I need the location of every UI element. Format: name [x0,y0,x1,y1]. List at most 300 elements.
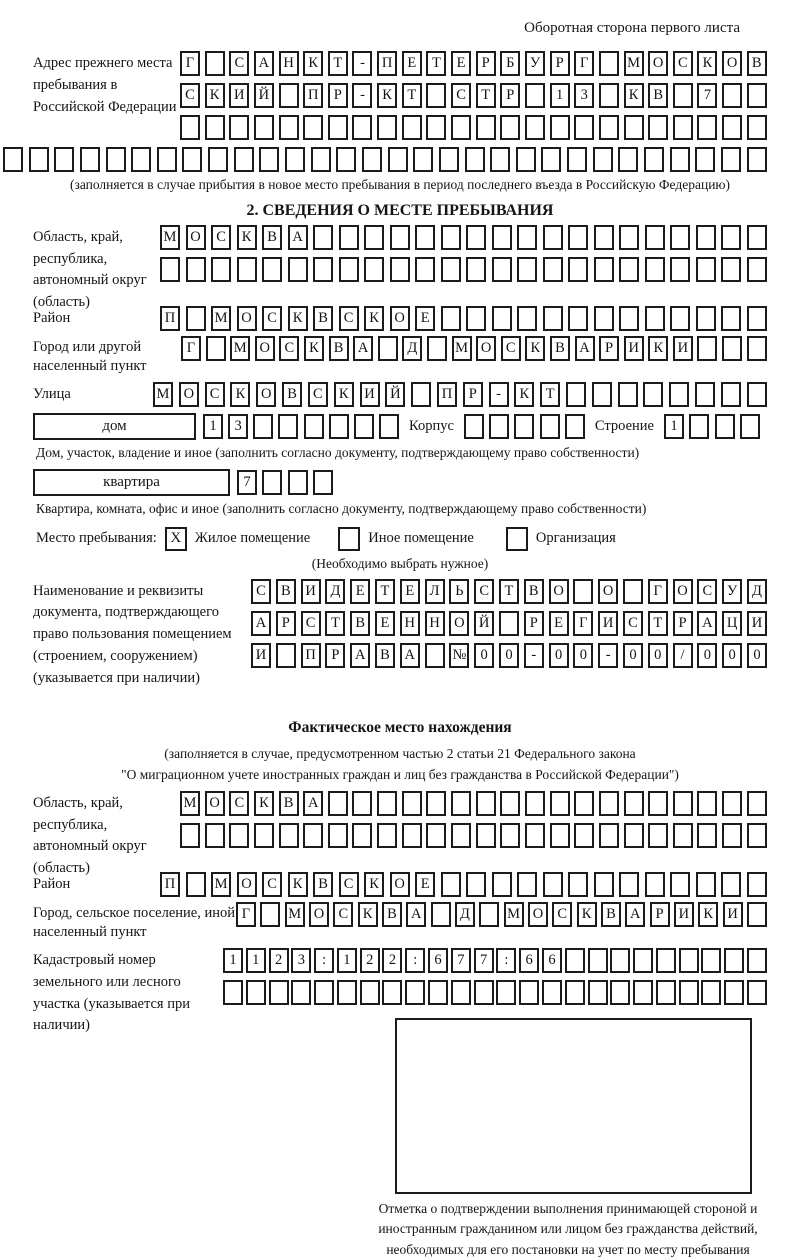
char-box[interactable]: С [451,83,471,108]
char-box[interactable] [288,470,308,495]
char-box[interactable] [633,980,653,1005]
char-box[interactable] [697,115,717,140]
char-box[interactable]: Т [426,51,446,76]
char-box[interactable] [517,225,537,250]
char-box[interactable] [362,147,382,172]
char-box[interactable]: Е [375,611,395,636]
char-box[interactable] [402,115,422,140]
char-box[interactable]: Р [476,51,496,76]
char-box[interactable] [645,872,665,897]
char-box[interactable]: Д [747,579,767,604]
char-box[interactable] [377,115,397,140]
char-box[interactable]: Е [415,306,435,331]
char-box[interactable] [679,948,699,973]
char-box[interactable] [574,791,594,816]
char-box[interactable]: Д [402,336,422,361]
char-box[interactable]: В [313,872,333,897]
char-box[interactable] [500,115,520,140]
char-box[interactable]: 1 [246,948,266,973]
char-box[interactable] [311,147,331,172]
char-box[interactable] [451,823,471,848]
char-box[interactable] [131,147,151,172]
char-box[interactable]: М [452,336,472,361]
char-box[interactable]: В [375,643,395,668]
char-box[interactable] [543,872,563,897]
char-box[interactable]: / [673,643,693,668]
char-box[interactable] [645,257,665,282]
char-box[interactable]: О [390,872,410,897]
char-box[interactable]: У [722,579,742,604]
char-box[interactable]: М [180,791,200,816]
char-box[interactable]: С [308,382,328,407]
document-row-1[interactable] [251,579,767,604]
char-box[interactable] [205,823,225,848]
char-box[interactable] [673,83,693,108]
char-box[interactable] [747,980,767,1005]
stroenie-row[interactable] [664,414,760,439]
char-box[interactable]: О [528,902,548,927]
char-box[interactable]: Н [425,611,445,636]
char-box[interactable]: : [405,948,425,973]
char-box[interactable]: К [288,872,308,897]
char-box[interactable]: А [406,902,426,927]
char-box[interactable]: О [186,225,206,250]
char-box[interactable]: М [504,902,524,927]
char-box[interactable] [599,115,619,140]
char-box[interactable]: М [285,902,305,927]
char-box[interactable]: 0 [722,643,742,668]
char-box[interactable]: К [698,902,718,927]
char-box[interactable]: И [251,643,271,668]
char-box[interactable] [574,823,594,848]
char-box[interactable] [747,147,767,172]
char-box[interactable] [747,257,767,282]
char-box[interactable]: Б [500,51,520,76]
char-box[interactable] [490,147,510,172]
char-box[interactable]: И [301,579,321,604]
char-box[interactable]: И [674,902,694,927]
char-box[interactable] [337,980,357,1005]
char-box[interactable] [618,147,638,172]
char-box[interactable] [211,257,231,282]
char-box[interactable] [648,791,668,816]
char-box[interactable] [474,980,494,1005]
char-box[interactable]: С [180,83,200,108]
char-box[interactable] [565,948,585,973]
char-box[interactable]: М [230,336,250,361]
char-box[interactable]: К [364,872,384,897]
char-box[interactable]: М [160,225,180,250]
char-box[interactable]: К [624,83,644,108]
char-box[interactable] [492,225,512,250]
char-box[interactable]: 0 [747,643,767,668]
char-box[interactable] [388,147,408,172]
char-box[interactable]: Т [325,611,345,636]
char-box[interactable] [336,147,356,172]
char-box[interactable]: О [255,336,275,361]
char-box[interactable] [643,382,663,407]
char-box[interactable] [329,414,349,439]
char-box[interactable] [339,225,359,250]
char-box[interactable]: О [476,336,496,361]
char-box[interactable]: К [288,306,308,331]
char-box[interactable] [747,306,767,331]
char-box[interactable] [106,147,126,172]
char-box[interactable] [291,980,311,1005]
char-box[interactable] [466,872,486,897]
char-box[interactable]: В [747,51,767,76]
char-box[interactable] [382,980,402,1005]
char-box[interactable] [405,980,425,1005]
char-box[interactable] [279,83,299,108]
char-box[interactable]: П [377,51,397,76]
gorod-row[interactable] [181,336,767,361]
char-box[interactable] [303,115,323,140]
char-box[interactable]: Д [325,579,345,604]
char-box[interactable] [415,257,435,282]
char-box[interactable]: Ь [449,579,469,604]
char-box[interactable] [697,823,717,848]
char-box[interactable] [246,980,266,1005]
char-box[interactable] [377,823,397,848]
char-box[interactable]: Е [451,51,471,76]
char-box[interactable] [588,948,608,973]
char-box[interactable]: В [313,306,333,331]
char-box[interactable]: К [525,336,545,361]
char-box[interactable] [543,306,563,331]
char-box[interactable] [313,470,333,495]
char-box[interactable] [279,115,299,140]
char-box[interactable] [670,225,690,250]
char-box[interactable] [206,336,226,361]
char-box[interactable] [670,306,690,331]
char-box[interactable] [464,414,484,439]
char-box[interactable]: В [550,336,570,361]
residential-checkbox[interactable]: X [165,527,187,551]
char-box[interactable]: 0 [573,643,593,668]
char-box[interactable]: К [358,902,378,927]
char-box[interactable]: Р [599,336,619,361]
char-box[interactable] [747,336,767,361]
char-box[interactable] [378,336,398,361]
char-box[interactable] [254,823,274,848]
char-box[interactable]: И [747,611,767,636]
char-box[interactable]: К [237,225,257,250]
char-box[interactable]: С [262,306,282,331]
char-box[interactable] [234,147,254,172]
char-box[interactable]: Т [402,83,422,108]
char-box[interactable] [568,306,588,331]
char-box[interactable]: 2 [382,948,402,973]
char-box[interactable] [237,257,257,282]
prev-address-row-3[interactable] [180,115,767,140]
char-box[interactable] [701,980,721,1005]
char-box[interactable] [645,306,665,331]
char-box[interactable]: Р [673,611,693,636]
char-box[interactable]: Л [425,579,445,604]
document-row-3[interactable] [251,643,767,668]
char-box[interactable]: Е [350,579,370,604]
char-box[interactable] [262,257,282,282]
char-box[interactable]: 1 [337,948,357,973]
char-box[interactable]: 3 [228,414,248,439]
char-box[interactable] [29,147,49,172]
char-box[interactable] [722,791,742,816]
char-box[interactable]: У [525,51,545,76]
char-box[interactable] [656,948,676,973]
char-box[interactable] [377,791,397,816]
char-box[interactable] [182,147,202,172]
char-box[interactable] [568,257,588,282]
char-box[interactable] [426,83,446,108]
char-box[interactable] [180,115,200,140]
char-box[interactable]: А [350,643,370,668]
char-box[interactable]: И [360,382,380,407]
char-box[interactable]: К [254,791,274,816]
char-box[interactable]: К [304,336,324,361]
char-box[interactable]: А [254,51,274,76]
char-box[interactable] [670,147,690,172]
char-box[interactable]: С [205,382,225,407]
char-box[interactable]: А [625,902,645,927]
char-box[interactable] [610,948,630,973]
char-box[interactable] [254,115,274,140]
char-box[interactable] [722,823,742,848]
char-box[interactable] [514,414,534,439]
char-box[interactable] [476,115,496,140]
char-box[interactable]: И [673,336,693,361]
char-box[interactable] [451,115,471,140]
char-box[interactable]: Т [648,611,668,636]
char-box[interactable]: 7 [451,948,471,973]
char-box[interactable]: С [229,51,249,76]
char-box[interactable]: 2 [360,948,380,973]
char-box[interactable] [619,257,639,282]
char-box[interactable]: 1 [550,83,570,108]
char-box[interactable] [747,83,767,108]
char-box[interactable]: Й [474,611,494,636]
char-box[interactable] [624,791,644,816]
char-box[interactable] [476,791,496,816]
char-box[interactable] [80,147,100,172]
dom-number-row[interactable] [203,414,399,439]
char-box[interactable]: Е [549,611,569,636]
char-box[interactable] [364,225,384,250]
char-box[interactable] [648,823,668,848]
char-box[interactable] [645,225,665,250]
char-box[interactable]: 6 [428,948,448,973]
char-box[interactable]: : [314,948,334,973]
char-box[interactable] [313,225,333,250]
char-box[interactable]: О [549,579,569,604]
ulitsa-row[interactable] [153,382,767,407]
char-box[interactable]: К [648,336,668,361]
char-box[interactable]: С [623,611,643,636]
char-box[interactable] [525,823,545,848]
char-box[interactable] [516,147,536,172]
char-box[interactable] [696,225,716,250]
char-box[interactable] [285,147,305,172]
char-box[interactable] [599,51,619,76]
char-box[interactable]: Р [276,611,296,636]
char-box[interactable] [543,225,563,250]
char-box[interactable] [425,643,445,668]
char-box[interactable] [205,115,225,140]
char-box[interactable] [670,872,690,897]
kadastr-row-2[interactable] [223,980,767,1005]
char-box[interactable] [624,823,644,848]
char-box[interactable]: Г [181,336,201,361]
document-row-2[interactable] [251,611,767,636]
char-box[interactable] [426,823,446,848]
char-box[interactable]: К [364,306,384,331]
char-box[interactable] [413,147,433,172]
char-box[interactable] [451,791,471,816]
char-box[interactable]: С [501,336,521,361]
char-box[interactable] [180,823,200,848]
char-box[interactable] [364,257,384,282]
char-box[interactable]: Г [573,611,593,636]
char-box[interactable]: Р [650,902,670,927]
prev-address-row-1[interactable] [180,51,767,76]
char-box[interactable] [229,115,249,140]
char-box[interactable]: С [279,336,299,361]
char-box[interactable] [354,414,374,439]
char-box[interactable] [619,872,639,897]
char-box[interactable] [747,225,767,250]
char-box[interactable] [696,872,716,897]
char-box[interactable] [328,115,348,140]
char-box[interactable] [205,51,225,76]
char-box[interactable]: 7 [474,948,494,973]
char-box[interactable] [747,872,767,897]
char-box[interactable]: В [276,579,296,604]
char-box[interactable] [519,980,539,1005]
char-box[interactable]: Р [325,643,345,668]
char-box[interactable] [415,225,435,250]
fact-rayon-row[interactable] [160,872,767,897]
char-box[interactable]: Н [279,51,299,76]
char-box[interactable] [360,980,380,1005]
char-box[interactable] [721,382,741,407]
char-box[interactable] [402,791,422,816]
char-box[interactable]: В [350,611,370,636]
char-box[interactable]: К [230,382,250,407]
char-box[interactable] [428,980,448,1005]
char-box[interactable] [594,225,614,250]
char-box[interactable]: - [352,83,372,108]
char-box[interactable] [648,115,668,140]
char-box[interactable]: - [489,382,509,407]
char-box[interactable] [724,948,744,973]
char-box[interactable]: 0 [549,643,569,668]
char-box[interactable] [567,147,587,172]
char-box[interactable]: И [624,336,644,361]
char-box[interactable] [593,147,613,172]
char-box[interactable] [619,306,639,331]
char-box[interactable] [186,257,206,282]
char-box[interactable]: 0 [499,643,519,668]
char-box[interactable]: Й [385,382,405,407]
char-box[interactable]: Т [476,83,496,108]
char-box[interactable]: С [552,902,572,927]
char-box[interactable]: П [160,306,180,331]
char-box[interactable] [426,791,446,816]
char-box[interactable] [276,643,296,668]
char-box[interactable] [543,257,563,282]
char-box[interactable] [492,306,512,331]
char-box[interactable] [599,83,619,108]
char-box[interactable]: Д [455,902,475,927]
char-box[interactable]: 1 [203,414,223,439]
char-box[interactable]: - [598,643,618,668]
char-box[interactable] [656,980,676,1005]
char-box[interactable] [715,414,735,439]
char-box[interactable] [573,579,593,604]
char-box[interactable]: К [514,382,534,407]
char-box[interactable] [722,336,742,361]
char-box[interactable] [288,257,308,282]
char-box[interactable] [722,83,742,108]
char-box[interactable] [747,382,767,407]
char-box[interactable] [441,872,461,897]
char-box[interactable]: К [205,83,225,108]
char-box[interactable] [542,980,562,1005]
char-box[interactable]: С [211,225,231,250]
char-box[interactable] [695,147,715,172]
char-box[interactable] [223,980,243,1005]
char-box[interactable]: И [723,902,743,927]
char-box[interactable]: М [211,872,231,897]
char-box[interactable]: О [205,791,225,816]
char-box[interactable]: Е [402,51,422,76]
char-box[interactable]: Т [499,579,519,604]
char-box[interactable]: О [722,51,742,76]
char-box[interactable] [747,791,767,816]
char-box[interactable] [390,225,410,250]
char-box[interactable] [670,257,690,282]
char-box[interactable] [673,823,693,848]
char-box[interactable] [633,948,653,973]
char-box[interactable]: С [697,579,717,604]
char-box[interactable] [565,980,585,1005]
char-box[interactable] [500,823,520,848]
char-box[interactable]: П [303,83,323,108]
char-box[interactable]: - [524,643,544,668]
char-box[interactable] [550,791,570,816]
char-box[interactable] [441,306,461,331]
char-box[interactable]: А [400,643,420,668]
char-box[interactable]: П [437,382,457,407]
char-box[interactable] [352,791,372,816]
char-box[interactable]: - [352,51,372,76]
char-box[interactable]: 7 [237,470,257,495]
char-box[interactable] [328,823,348,848]
char-box[interactable] [599,823,619,848]
char-box[interactable] [689,414,709,439]
char-box[interactable] [740,414,760,439]
char-box[interactable] [697,791,717,816]
char-box[interactable] [619,225,639,250]
char-box[interactable]: В [282,382,302,407]
char-box[interactable]: О [390,306,410,331]
char-box[interactable] [466,225,486,250]
char-box[interactable] [3,147,23,172]
char-box[interactable]: П [301,643,321,668]
char-box[interactable]: О [449,611,469,636]
char-box[interactable] [259,147,279,172]
char-box[interactable] [269,980,289,1005]
